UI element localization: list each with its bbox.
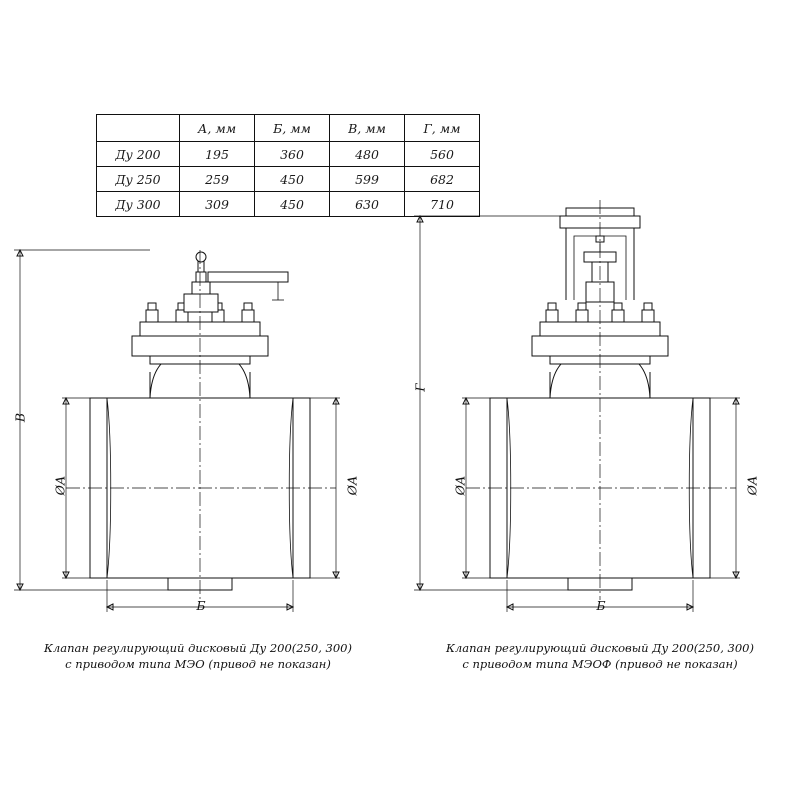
caption-line-1: Клапан регулирующий дисковый Ду 200(250, 300) [44,641,352,655]
dim-label-diameter-right-2: ØА [744,475,760,496]
dim-label-height-right: Г [412,383,428,392]
caption-line-2: с приводом типа МЭО (привод не показан) [65,657,331,671]
right-valve-drawing [414,200,740,612]
table-cell: 259 [180,167,255,192]
table-cell: 630 [330,192,405,217]
table-header-cell: В, мм [330,115,405,142]
left-valve-drawing [14,250,340,612]
table-cell: 480 [330,142,405,167]
caption-line-1: Клапан регулирующий дисковый Ду 200(250, 300) [446,641,754,655]
table-cell: 450 [255,192,330,217]
table-row-label: Ду 300 [97,192,180,217]
caption-line-2: с приводом типа МЭОФ (привод не показан) [462,657,738,671]
dim-label-diameter-right-1: ØА [452,475,468,496]
dim-label-diameter-left-2: ØА [344,475,360,496]
table-cell: 599 [330,167,405,192]
table-cell: 195 [180,142,255,167]
right-figure-caption [440,640,760,672]
dim-label-height-left: В [12,412,28,423]
dim-label-diameter-left-1: ØА [52,475,68,496]
table-cell: 710 [405,192,480,217]
table-cell: 309 [180,192,255,217]
table-row-label: Ду 250 [97,167,180,192]
table-header-cell: А, мм [180,115,255,142]
table-header-cell: Г, мм [405,115,480,142]
dim-label-width-left: Б [196,598,206,613]
table-cell: 682 [405,167,480,192]
table-header-cell: Б, мм [255,115,330,142]
left-figure-caption [38,640,358,672]
table-cell: 560 [405,142,480,167]
table-row-label: Ду 200 [97,142,180,167]
table-cell: 360 [255,142,330,167]
table-cell: 450 [255,167,330,192]
dim-label-width-right: Б [596,598,606,613]
